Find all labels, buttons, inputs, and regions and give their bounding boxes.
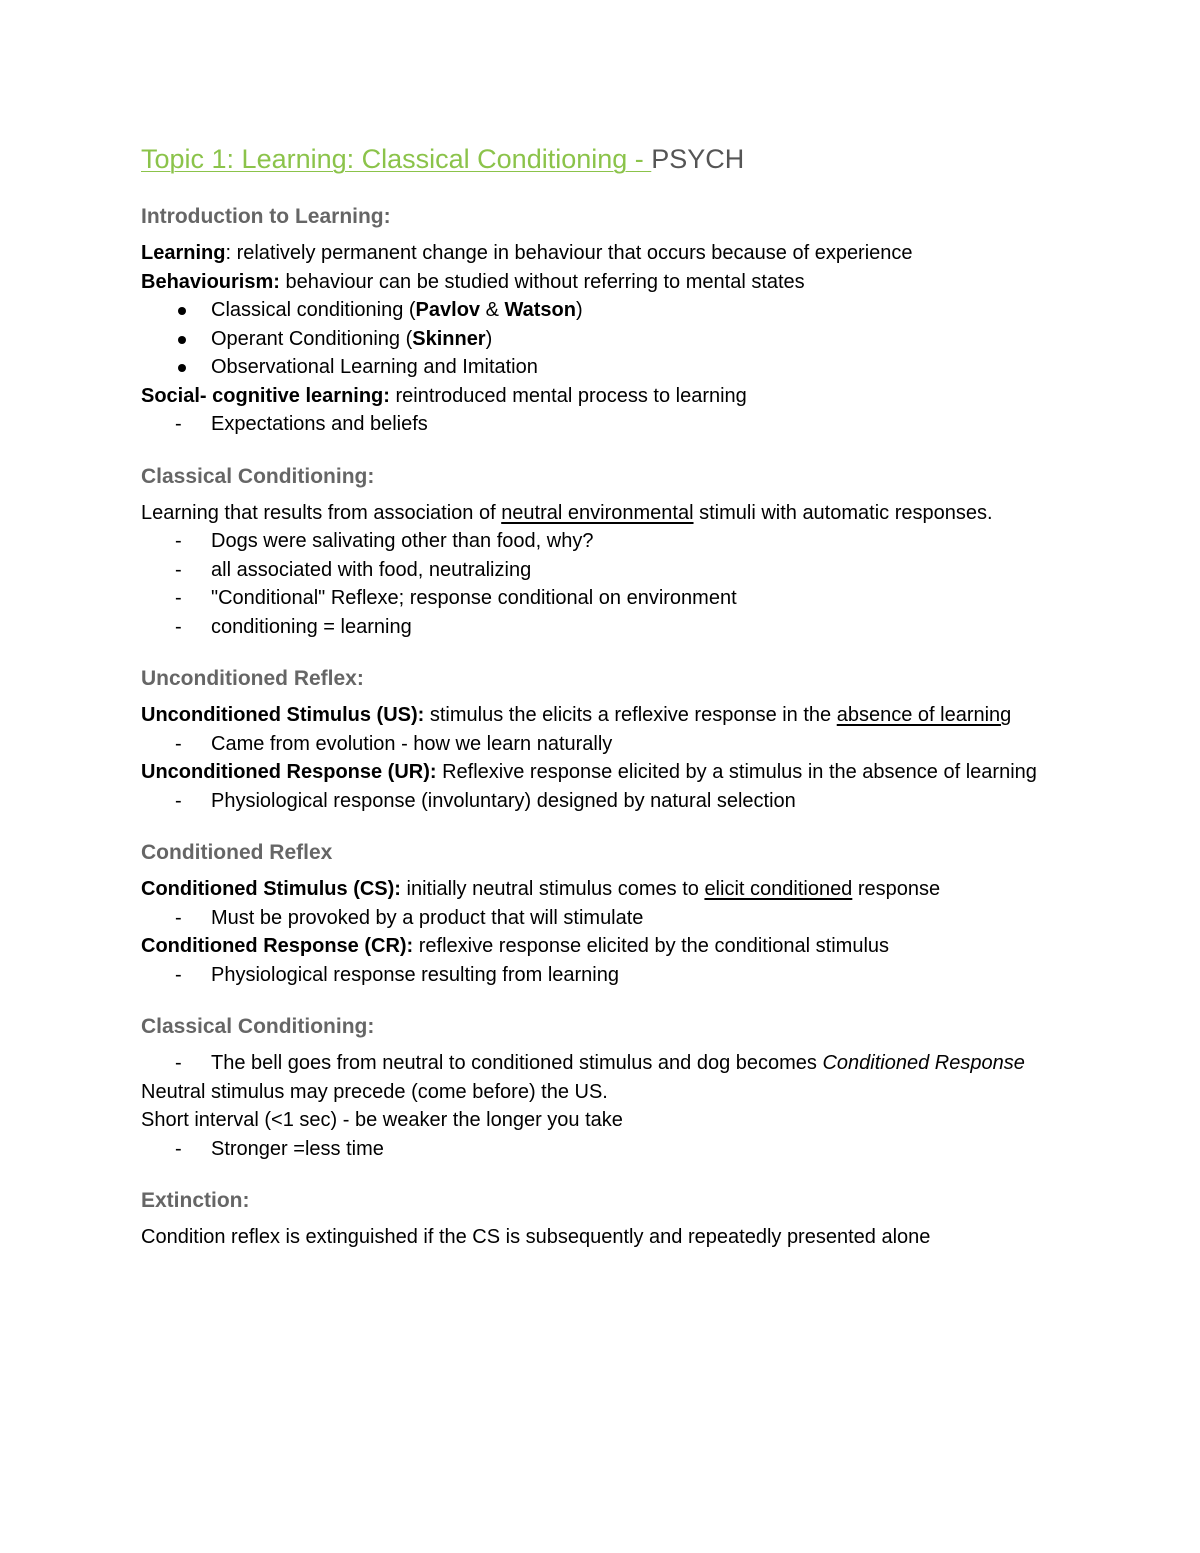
heading-classical-conditioning: Classical Conditioning:: [141, 464, 375, 488]
dash-list: [141, 787, 1041, 816]
list-item: - Physiological response resulting from learning: [141, 961, 1041, 990]
dash-list: [141, 730, 1041, 759]
dash-list: [141, 527, 1041, 641]
page-title: [141, 138, 1041, 180]
dash-marker: -: [175, 789, 182, 812]
dash-list: [141, 1049, 1041, 1078]
dash-marker: -: [175, 558, 182, 581]
list-item: - The bell goes from neutral to conditioned stimulus and dog becomes Conditioned Response: [141, 1049, 1041, 1078]
list-item: Operant Conditioning (Skinner): [141, 325, 1041, 354]
dash-list: [141, 410, 1041, 439]
list-item: - "Conditional" Reflexe; response conditional on environment: [141, 584, 1041, 613]
list-item: - Physiological response (involuntary) designed by natural selection: [141, 787, 1041, 816]
heading-conditioned-reflex: Conditioned Reflex: [141, 841, 333, 864]
dash-list: [141, 904, 1041, 933]
list-item: - Stronger =less time: [141, 1135, 1041, 1164]
paragraph-short-interval: Short interval (<1 sec) - be weaker the longer you take: [141, 1109, 623, 1131]
bullet-icon: [178, 364, 186, 372]
paragraph-conditioned-stimulus: Conditioned Stimulus (CS): initially neutral stimulus comes to elicit conditioned response: [141, 878, 941, 900]
list-item: - Came from evolution - how we learn naturally: [141, 730, 1041, 759]
bullet-list-approaches: [141, 296, 1041, 382]
title-link[interactable]: Topic 1: Learning: Classical Conditioning -: [141, 144, 652, 174]
paragraph-unconditioned-stimulus: Unconditioned Stimulus (US): stimulus the elicits a reflexive response in the absence of learning: [141, 704, 1012, 726]
dash-marker: -: [175, 530, 182, 552]
paragraph-classical-definition: Learning that results from association of neutral environmental stimuli with automatic responses.: [141, 501, 993, 524]
paragraph-behaviourism: Behaviourism: behaviour can be studied without referring to mental states: [141, 270, 805, 293]
paragraph-unconditioned-response: Unconditioned Response (UR): Reflexive response elicited by a stimulus in the absence of learning: [141, 761, 1037, 783]
list-item: Classical conditioning (Pavlov & Watson): [141, 296, 1041, 325]
paragraph-neutral-stimulus: Neutral stimulus may precede (come before) the US.: [141, 1080, 608, 1103]
list-item: - conditioning = learning: [141, 613, 1041, 642]
list-item: - all associated with food, neutralizing: [141, 556, 1041, 585]
list-item: - Expectations and beliefs: [141, 410, 1041, 439]
bullet-icon: [178, 336, 186, 344]
paragraph-social-cognitive: Social- cognitive learning: reintroduced mental process to learning: [141, 384, 747, 407]
dash-marker: -: [175, 615, 182, 638]
paragraph-conditioned-response: Conditioned Response (CR): reflexive response elicited by the conditional stimulus: [141, 935, 890, 957]
document-page: [141, 138, 1041, 1252]
heading-classical-conditioning-2: Classical Conditioning:: [141, 1015, 375, 1038]
heading-introduction: Introduction to Learning:: [141, 205, 391, 228]
dash-marker: -: [175, 963, 182, 986]
dash-marker: -: [175, 1052, 182, 1074]
title-suffix: PSYCH: [651, 144, 745, 174]
dash-list: [141, 961, 1041, 990]
dash-marker: -: [175, 413, 182, 435]
dash-marker: -: [175, 587, 182, 609]
bullet-icon: [178, 307, 186, 315]
heading-unconditioned-reflex: Unconditioned Reflex:: [141, 667, 364, 690]
dash-list: [141, 1135, 1041, 1164]
paragraph-learning: Learning: relatively permanent change in behaviour that occurs because of experience: [141, 242, 913, 264]
list-item: Observational Learning and Imitation: [141, 353, 1041, 382]
list-item: - Dogs were salivating other than food, why?: [141, 527, 1041, 556]
heading-extinction: Extinction:: [141, 1189, 250, 1212]
list-item: - Must be provoked by a product that will stimulate: [141, 904, 1041, 933]
dash-marker: -: [175, 906, 182, 929]
dash-marker: -: [175, 732, 182, 755]
paragraph-extinction: Condition reflex is extinguished if the CS is subsequently and repeatedly presented alone: [141, 1226, 931, 1248]
dash-marker: -: [175, 1137, 182, 1160]
